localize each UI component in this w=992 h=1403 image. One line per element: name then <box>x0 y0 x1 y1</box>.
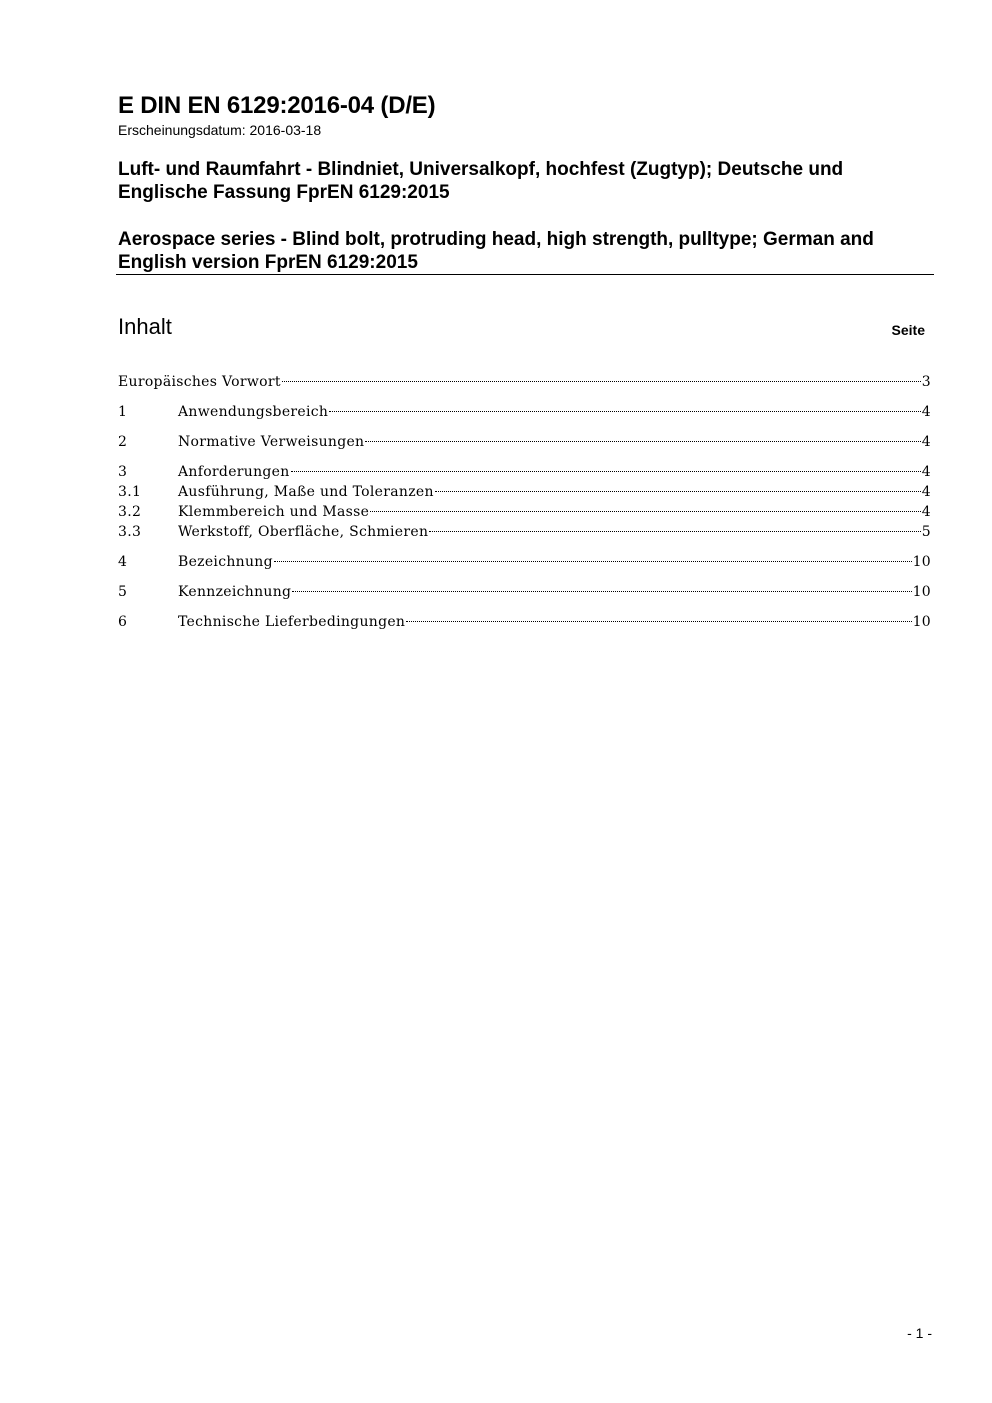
toc-entry-number: 5 <box>118 584 128 600</box>
toc-leader-dots <box>435 491 921 492</box>
toc-entry-number: 6 <box>118 614 128 630</box>
toc-entry[interactable] <box>118 522 931 542</box>
toc-entry-number: 4 <box>118 554 128 570</box>
toc-leader-dots <box>370 511 921 512</box>
toc-heading: Inhalt <box>118 314 172 339</box>
toc-entry-page: 4 <box>921 434 931 450</box>
toc-leader-dots <box>274 561 912 562</box>
toc-entry-title: Werkstoff, Oberfläche, Schmieren <box>178 524 429 540</box>
toc-entry-page: 4 <box>921 404 931 420</box>
toc-entry[interactable] <box>118 612 931 632</box>
toc-entry-title: Normative Verweisungen <box>178 434 365 450</box>
toc-entry-title: Bezeichnung <box>178 554 273 570</box>
toc-entry-number: 3 <box>118 464 128 480</box>
page-number: - 1 - <box>907 1325 932 1341</box>
toc-leader-dots <box>282 381 921 382</box>
toc-entry-page: 10 <box>912 554 931 570</box>
toc-entry-number: 3.3 <box>118 524 142 540</box>
toc-entry-page: 5 <box>921 524 931 540</box>
toc-entry[interactable] <box>118 482 931 502</box>
toc-entry-page: 4 <box>921 504 931 520</box>
toc-entry[interactable] <box>118 432 931 452</box>
toc-entry[interactable] <box>118 462 931 482</box>
title-german: Luft- und Raumfahrt - Blindniet, Universalkopf, hochfest (Zugtyp); Deutsche und Englische Fassung FprEN 6129:2015 <box>118 159 844 203</box>
toc-entry-number: 3.2 <box>118 504 142 520</box>
title-english: Aerospace series - Blind bolt, protruding head, high strength, pulltype; German and English version FprEN 6129:2015 <box>118 229 874 273</box>
toc-entry-page: 4 <box>921 464 931 480</box>
publication-date: Erscheinungsdatum: 2016-03-18 <box>118 122 322 138</box>
toc-entry-page: 10 <box>912 614 931 630</box>
toc-entry-title: Ausführung, Maße und Toleranzen <box>178 484 434 500</box>
toc-entry-title: Klemmbereich und Masse <box>178 504 370 520</box>
toc-entry[interactable] <box>118 372 931 392</box>
toc-leader-dots <box>365 441 920 442</box>
toc-leader-dots <box>329 411 921 412</box>
toc-entry-title: Technische Lieferbedingungen <box>178 614 406 630</box>
toc-entry[interactable] <box>118 552 931 572</box>
toc-leader-dots <box>291 471 921 472</box>
document-id: E DIN EN 6129:2016-04 (D/E) <box>118 92 436 119</box>
toc-entry-title: Anwendungsbereich <box>178 404 329 420</box>
toc-entry-title: Kennzeichnung <box>178 584 292 600</box>
toc-entry-page: 10 <box>912 584 931 600</box>
toc-entry-number: 1 <box>118 404 128 420</box>
toc-entry[interactable] <box>118 402 931 422</box>
toc-entry-page: 4 <box>921 484 931 500</box>
header-divider <box>116 274 934 275</box>
toc-entry-page: 3 <box>921 374 931 390</box>
toc-entry-number: 3.1 <box>118 484 142 500</box>
toc-entry-title: Europäisches Vorwort <box>118 374 281 390</box>
toc-leader-dots <box>429 531 921 532</box>
toc-entry[interactable] <box>118 582 931 602</box>
toc-leader-dots <box>292 591 911 592</box>
toc-page-column-label: Seite <box>891 322 925 338</box>
toc-entry[interactable] <box>118 502 931 522</box>
table-of-contents <box>118 372 931 632</box>
toc-leader-dots <box>406 621 911 622</box>
toc-entry-title: Anforderungen <box>178 464 290 480</box>
toc-entry-number: 2 <box>118 434 128 450</box>
